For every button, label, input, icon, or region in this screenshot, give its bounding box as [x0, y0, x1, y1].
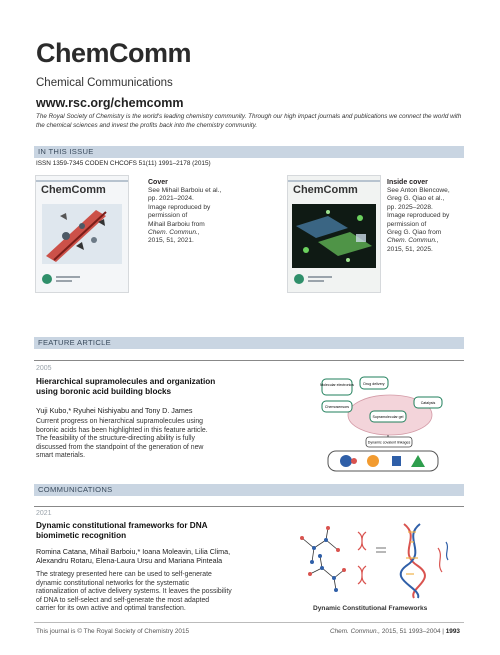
fig-label-catalysis: Catalysis: [420, 401, 436, 405]
journal-description: The Royal Society of Chemistry is the world's leading chemistry community. Through our high impact journals and publications we connect the world with the chemical sciences and invest the profits back into the chemistry community.: [36, 113, 462, 129]
fig-label-chemosensors: Chemosensors: [324, 405, 350, 409]
feature-authors: Yuji Kubo,* Ryuhei Nishiyabu and Tony D. James: [36, 406, 193, 415]
feature-title-line-2[interactable]: using boronic acid building blocks: [36, 387, 172, 396]
cover-line-6: Chem. Commun.,: [148, 229, 200, 237]
communication-abstract-line: of DNA to self-select and self-generate the most adapted: [36, 596, 210, 604]
communications-bar: [34, 484, 464, 496]
communication-title-line-1[interactable]: Dynamic constitutional frameworks for DNA: [36, 521, 208, 530]
footer-page-number: 1993: [445, 628, 460, 635]
feature-page: 2005: [36, 365, 52, 372]
communication-authors-line: Romina Catana, Mihail Barboiu,* Ioana Moleavin, Lilia Clima,: [36, 547, 231, 556]
fig-label-molecular-electronics: Molecular electronics: [320, 383, 354, 387]
fig-label-supramolecular-gel: Supramolecular gel: [372, 415, 404, 419]
cover-line-5: Mihail Barboiu from: [148, 220, 205, 228]
feature-abstract-line: boronic acids has been highlighted in this feature article.: [36, 426, 208, 434]
feature-abstract-line: The feasibility of the structure-directing ability is fully: [36, 435, 195, 443]
inside-cover-line-6: Greg G. Qiao from: [387, 229, 442, 237]
communication-abstract-line: rationalization of active delivery systems. It leaves the possibility: [36, 588, 232, 596]
inside-cover-caption: [387, 178, 467, 254]
communication-figure-caption: Dynamic Constitutional Frameworks: [313, 605, 428, 612]
cover-line-4: permission of: [148, 212, 188, 220]
communication-page: 2021: [36, 510, 52, 517]
communication-abstract: [36, 571, 266, 614]
footer-journal: Chem. Commun.,: [330, 628, 381, 635]
cover-thumbnail[interactable]: [35, 175, 129, 293]
communication-figure: [292, 518, 462, 602]
communication-authors: [36, 547, 230, 565]
cover-caption: [148, 178, 228, 246]
cover-line-2: pp. 2021–2024.: [148, 195, 194, 203]
in-this-issue-bar: [34, 146, 464, 158]
cover-line-3: Image reproduced by: [148, 203, 211, 211]
communication-title-line-2[interactable]: biomimetic recognition: [36, 531, 127, 540]
footer-rule: [34, 622, 464, 623]
inside-cover-caption-title: Inside cover: [387, 179, 428, 186]
communication-abstract-line: dynamic constitutional networks for the systematic: [36, 579, 190, 587]
inside-cover-thumbnail[interactable]: [287, 175, 381, 293]
fig-label-dynamic-covalent: Dynamic covalent linkages: [367, 440, 411, 445]
footer-copyright: This journal is © The Royal Society of Chemistry 2015: [36, 628, 190, 635]
journal-url[interactable]: www.rsc.org/chemcomm: [36, 96, 184, 110]
journal-subtitle: Chemical Communications: [36, 77, 173, 89]
cover-line-1: See Mihail Barboiu et al.,: [148, 187, 222, 194]
fig-label-drug-delivery: Drug delivery: [363, 382, 385, 386]
feature-article-bar: [34, 337, 464, 349]
communication-abstract-line: carrier for its own active and optimal transfection.: [36, 605, 186, 613]
cover-logo: ChemComm: [41, 184, 106, 196]
feature-abstract-line: discussed from the standpoint of the generation of new: [36, 443, 204, 451]
feature-article-heading: FEATURE ARTICLE: [38, 338, 111, 347]
feature-figure: [318, 375, 458, 475]
issue-meta: ISSN 1359-7345 CODEN CHCOFS 51(11) 1991–2178 (2015): [36, 160, 211, 167]
cover-caption-title: Cover: [148, 179, 168, 186]
inside-cover-line-1: See Anton Blencowe,: [387, 187, 450, 194]
footer-citation-rest: 2015, 51 1993–2004 |: [380, 628, 446, 635]
inside-cover-line-4: Image reproduced by: [387, 212, 450, 220]
cover-line-7: 2015, 51, 2021.: [148, 237, 194, 245]
inside-cover-line-7: Chem. Commun.,: [387, 237, 439, 245]
inside-cover-line-8: 2015, 51, 2025.: [387, 245, 433, 253]
feature-title-line-1[interactable]: Hierarchical supramolecules and organization: [36, 377, 216, 386]
communications-heading: COMMUNICATIONS: [38, 485, 113, 494]
feature-abstract: [36, 418, 266, 461]
journal-title: ChemComm: [36, 38, 192, 68]
footer-citation: [330, 628, 460, 635]
in-this-issue-heading: IN THIS ISSUE: [38, 147, 94, 156]
inside-cover-line-3: pp. 2025–2028.: [387, 203, 433, 211]
communication-abstract-line: The strategy presented here can be used to self-generate: [36, 571, 212, 578]
feature-abstract-line: smart materials.: [36, 452, 86, 460]
feature-rule: [34, 360, 464, 361]
feature-abstract-line: Current progress on hierarchical supramolecules using: [36, 418, 203, 425]
inside-cover-line-5: permission of: [387, 220, 427, 228]
cover-artwork: [36, 176, 128, 292]
inside-cover-line-2: Greg G. Qiao et al.,: [387, 195, 445, 203]
communication-authors-line: Alexandru Rotaru, Elena-Laura Ursu and Mariana Pinteala: [36, 556, 223, 565]
communications-rule: [34, 506, 464, 507]
inside-cover-artwork: [288, 176, 380, 292]
inside-cover-logo: ChemComm: [293, 184, 358, 196]
